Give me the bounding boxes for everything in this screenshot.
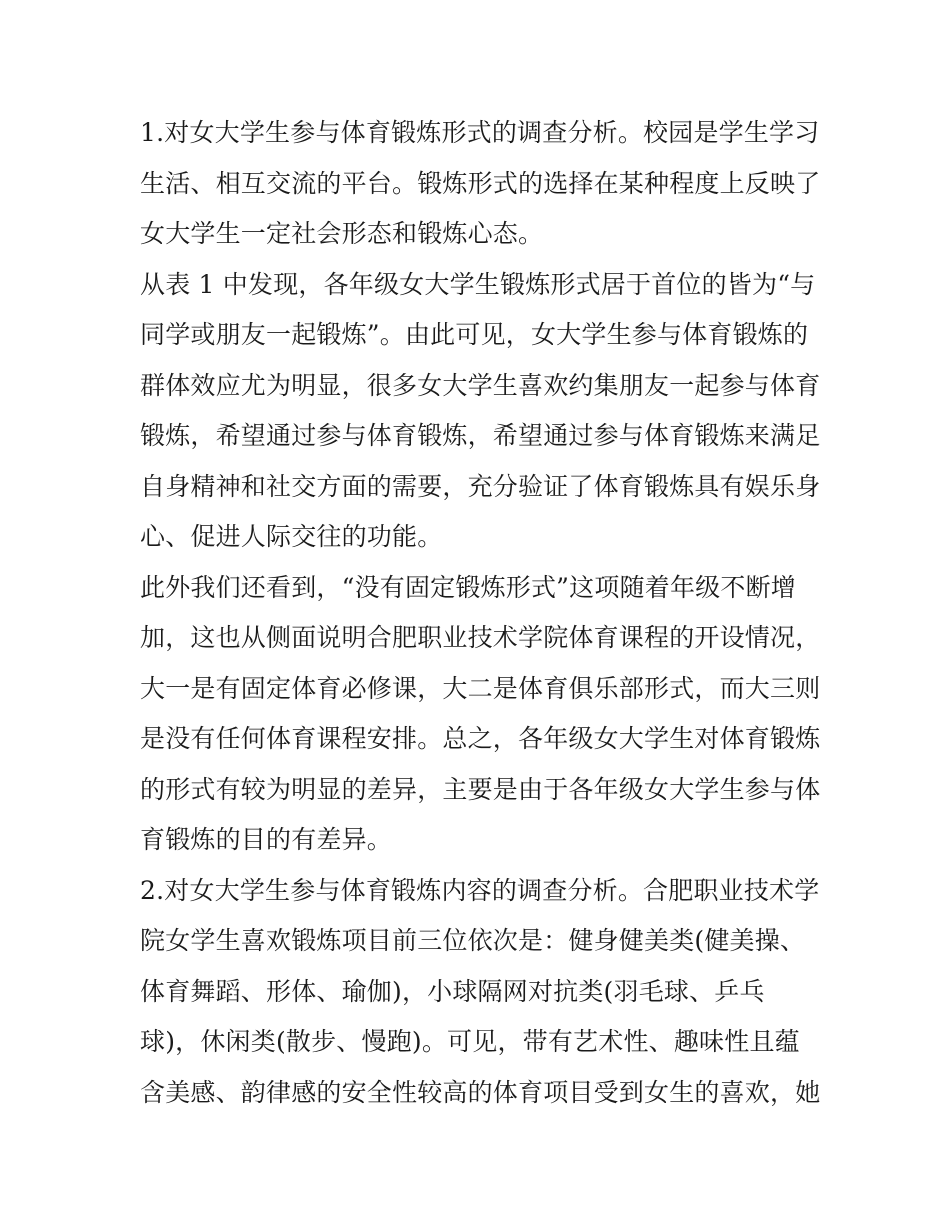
text-line: 育锻炼的目的有差异。 (140, 825, 393, 854)
text-line: 锻炼，希望通过参与体育锻炼，希望通过参与体育锻炼来满足 (140, 421, 821, 450)
text-line: 群体效应尤为明显，很多女大学生喜欢约集朋友一起参与体育 (140, 370, 821, 400)
body-text (140, 108, 820, 1118)
text-line: 女大学生一定社会形态和锻炼心态。 (140, 219, 544, 248)
text-line: 从表 1 中发现，各年级女大学生锻炼形式居于首位的皆为“与 (140, 269, 816, 299)
text-line: 此外我们还看到，“没有固定锻炼形式”这项随着年级不断增 (140, 572, 796, 602)
text-line: 同学或朋友一起锻炼”。由此可见，女大学生参与体育锻炼的 (140, 320, 809, 349)
text-line: 体育舞蹈、形体、瑜伽)，小球隔网对抗类(羽毛球、乒乓 (140, 976, 765, 1006)
text-line: 大一是有固定体育必修课，大二是体育俱乐部形式，而大三则 (140, 673, 821, 703)
text-line: 1.对女大学生参与体育锻炼形式的调查分析。校园是学生学习 (140, 118, 820, 147)
text-line: 的形式有较为明显的差异，主要是由于各年级女大学生参与体 (140, 774, 821, 804)
text-line: 2.对女大学生参与体育锻炼内容的调查分析。合肥职业技术学 (140, 875, 820, 905)
text-line: 自身精神和社交方面的需要，充分验证了体育锻炼具有娱乐身 (140, 471, 821, 501)
text-line: 是没有任何体育课程安排。总之，各年级女大学生对体育锻炼 (140, 724, 821, 753)
text-line: 含美感、韵律感的安全性较高的体育项目受到女生的喜欢，她 (140, 1077, 821, 1107)
text-line: 心、促进人际交往的功能。 (140, 522, 443, 551)
text-line: 生活、相互交流的平台。锻炼形式的选择在某种程度上反映了 (140, 168, 821, 198)
text-line: 球)，休闲类(散步、慢跑)。可见，带有艺术性、趣味性且蕴 (140, 1027, 800, 1056)
text-line: 加，这也从侧面说明合肥职业技术学院体育课程的开设情况， (140, 623, 821, 652)
text-line: 院女学生喜欢锻炼项目前三位依次是：健身健美类(健美操、 (140, 926, 806, 955)
